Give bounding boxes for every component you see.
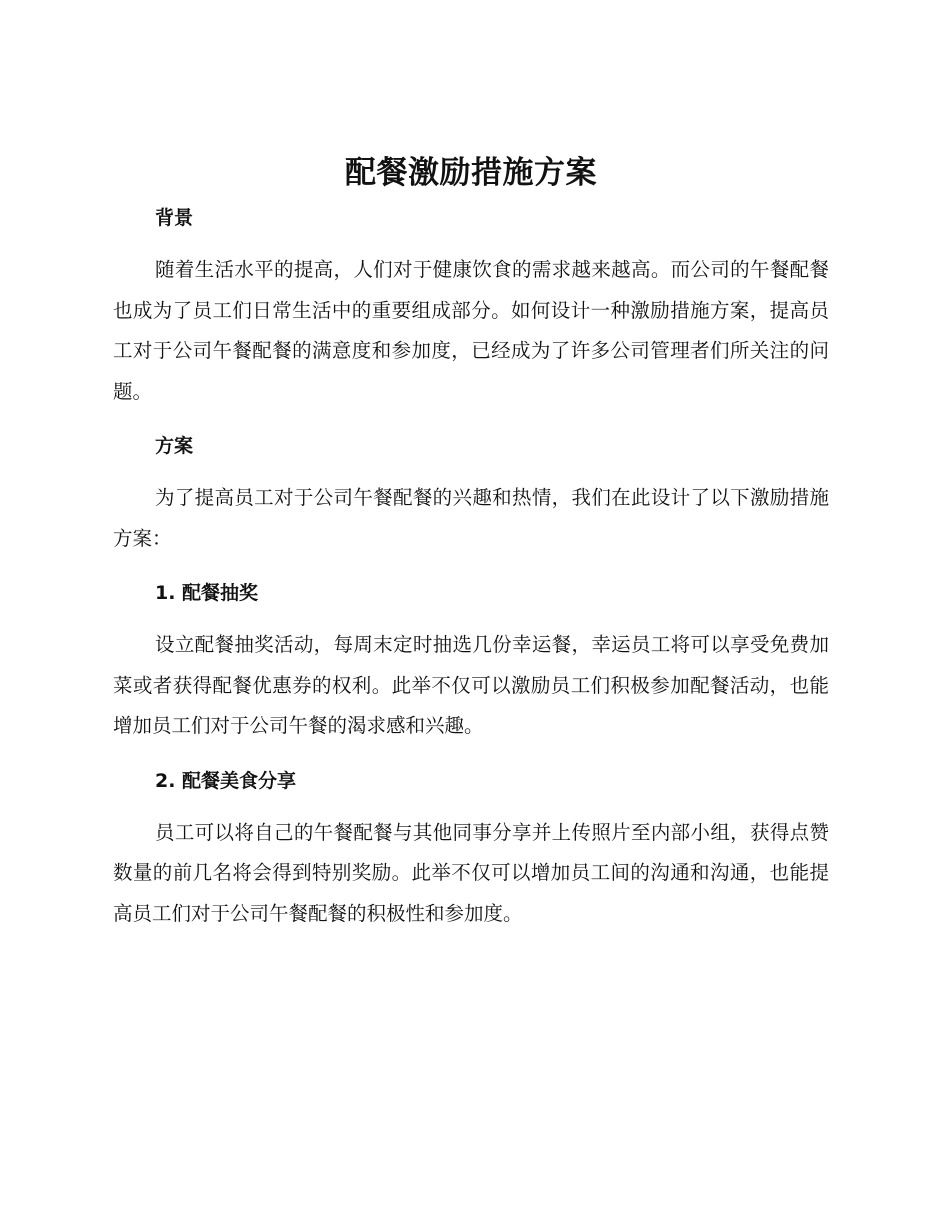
section-heading-item-2: 2. 配餐美食分享 xyxy=(155,769,297,792)
section-heading-item-1: 1. 配餐抽奖 xyxy=(155,582,259,604)
spacer xyxy=(113,801,829,813)
document-title: 配餐激励措施方案 xyxy=(345,155,597,191)
spacer xyxy=(113,466,829,478)
spacer xyxy=(113,559,829,573)
paragraph-plan: 为了提高员工对于公司午餐配餐的兴趣和热情，我们在此设计了以下激励措施方案： xyxy=(113,486,829,550)
section-heading-background: 背景 xyxy=(155,207,194,229)
spacer xyxy=(113,238,829,250)
spacer xyxy=(113,613,829,625)
spacer xyxy=(113,747,829,761)
spacer xyxy=(113,412,829,426)
paragraph-item-2: 员工可以将自己的午餐配餐与其他同事分享并上传照片至内部小组，获得点赞数量的前几名将会得到特别奖励。此举不仅可以增加员工间的沟通和沟通，也能提高员工们对于公司午餐配餐的积极性和参加度。 xyxy=(113,820,829,925)
section-heading-plan: 方案 xyxy=(155,435,194,457)
paragraph-item-1: 设立配餐抽奖活动，每周末定时抽选几份幸运餐，幸运员工将可以享受免费加菜或者获得配餐优惠券的权利。此举不仅可以激励员工们积极参加配餐活动，也能增加员工们对于公司午餐的渴求感和兴趣。 xyxy=(113,633,829,737)
document-body xyxy=(113,150,829,934)
paragraph-background: 随着生活水平的提高，人们对于健康饮食的需求越来越高。而公司的午餐配餐也成为了员工们日常生活中的重要组成部分。如何设计一种激励措施方案，提高员工对于公司午餐配餐的满意度和参加度，已经成为了许多公司管理者们所关注的问题。 xyxy=(113,258,829,403)
